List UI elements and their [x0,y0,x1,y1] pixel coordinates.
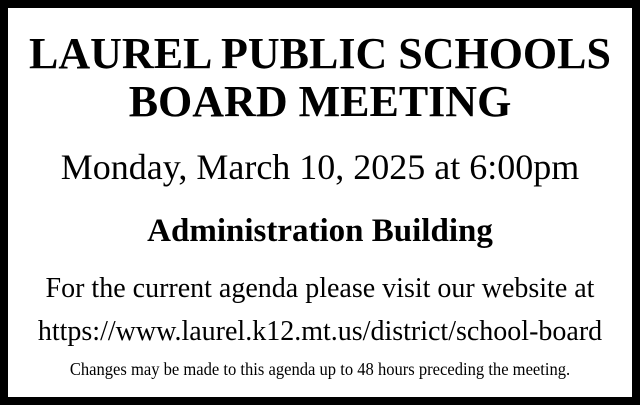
meeting-location: Administration Building [147,213,493,249]
title-line-1: LAUREL PUBLIC SCHOOLS [29,29,611,78]
meeting-date-time: Monday, March 10, 2025 at 6:00pm [60,147,580,187]
title-line-2: BOARD MEETING [128,77,512,126]
website-url: https://www.laurel.k12.mt.us/district/school-board [37,316,603,347]
agenda-instruction: For the current agenda please visit our website at [45,273,595,304]
disclaimer-note: Changes may be made to this agenda up to 48 hours preceding the meeting. [69,359,571,379]
